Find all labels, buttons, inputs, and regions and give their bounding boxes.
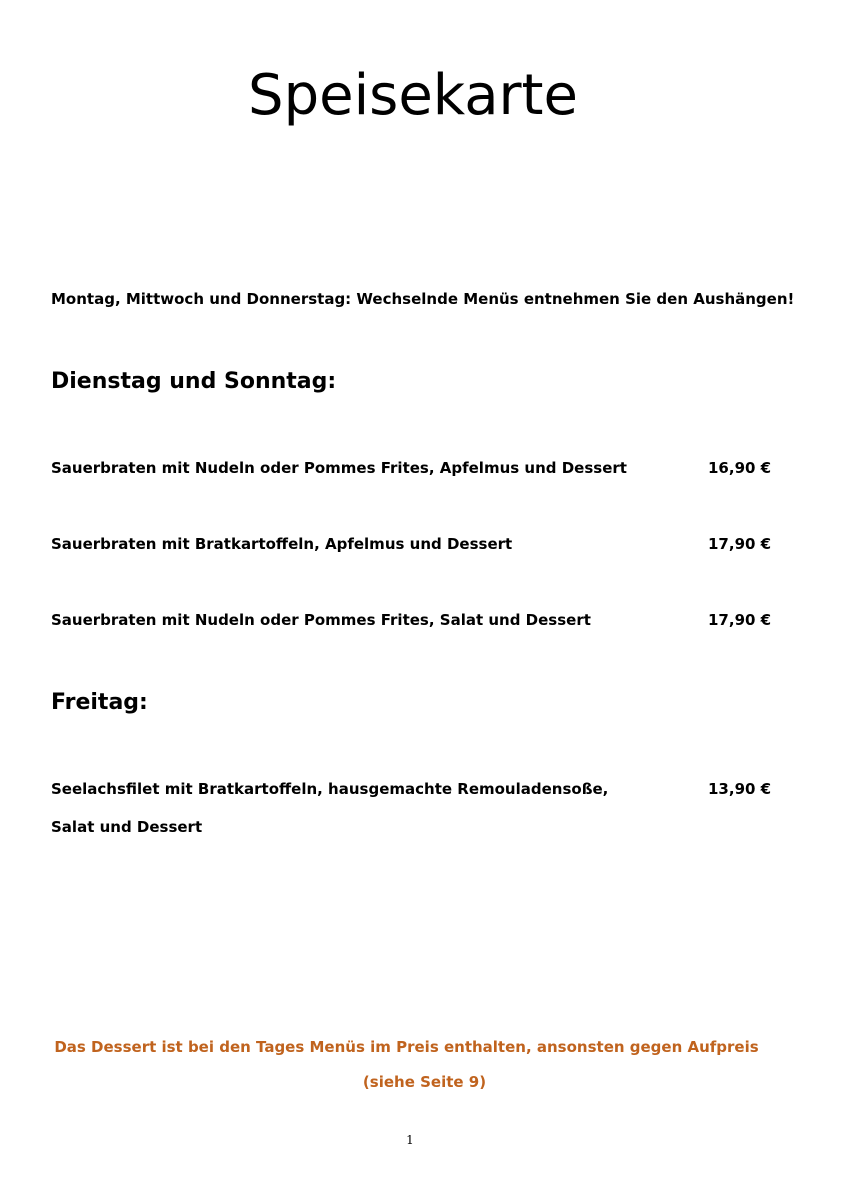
menu-item-name-continued: Salat und Dessert: [51, 818, 203, 836]
menu-item-name: Sauerbraten mit Nudeln oder Pommes Frites, Apfelmus und Dessert: [51, 459, 627, 477]
page-title: Speisekarte: [248, 63, 578, 128]
menu-item-name: Sauerbraten mit Bratkartoffeln, Apfelmus und Dessert: [51, 535, 513, 553]
section-heading-friday: Freitag:: [51, 690, 148, 715]
menu-item-name: Seelachsfilet mit Bratkartoffeln, hausgemachte Remouladensoße,: [51, 780, 609, 798]
weekday-notice: Montag, Mittwoch und Donnerstag: Wechselnde Menüs entnehmen Sie den Aushängen!: [51, 290, 795, 308]
section-heading-tuesday-sunday: Dienstag und Sonntag:: [51, 369, 337, 394]
dessert-note-reference: (siehe Seite 9): [362, 1073, 487, 1091]
menu-item-price: 13,90 €: [708, 780, 772, 798]
page-number: 1: [406, 1133, 414, 1147]
menu-item-price: 17,90 €: [708, 611, 772, 629]
menu-item-name: Sauerbraten mit Nudeln oder Pommes Frites, Salat und Dessert: [51, 611, 591, 629]
menu-item-price: 16,90 €: [708, 459, 772, 477]
menu-item-price: 17,90 €: [708, 535, 772, 553]
dessert-note: Das Dessert ist bei den Tages Menüs im Preis enthalten, ansonsten gegen Aufpreis: [54, 1038, 759, 1056]
